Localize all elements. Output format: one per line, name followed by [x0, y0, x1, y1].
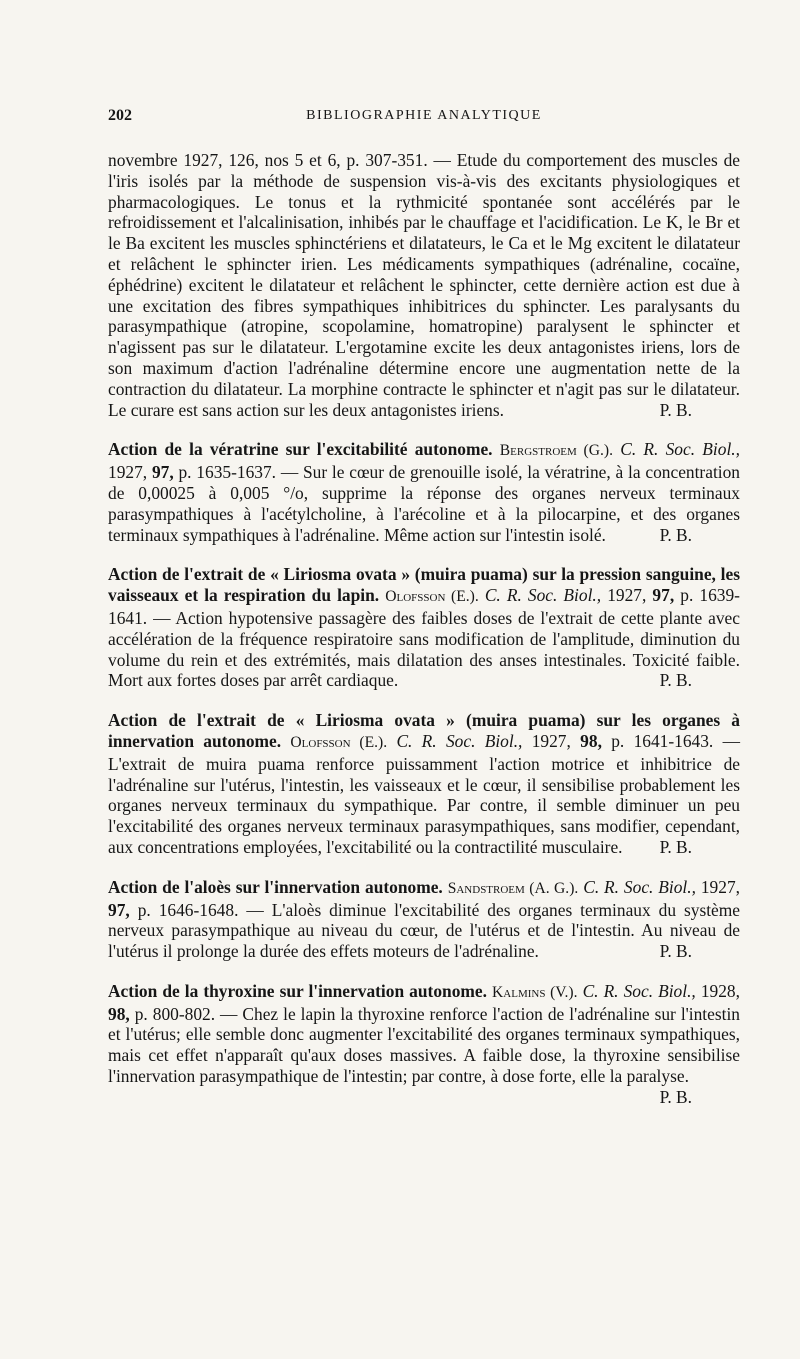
entry-text: — Sur le cœur de grenouille isolé, la vératrine, à la concentration de 0,00025 à 0,005 °/o, supprime la réponse des organes nerveux terminaux parasympathiques à l'acétylcholine, à l'arécoline et à la pilocarpine, et des organes terminaux sympathiques à l'adrénaline. Même action sur l'intestin isolé. [108, 462, 741, 545]
entry-source: C. R. Soc. Biol., [484, 585, 602, 606]
page-header [108, 107, 740, 131]
entry-author: Bergstroem (G.). [499, 442, 613, 460]
reviewer-initials: P. B. [659, 399, 692, 420]
entry-year: 1927, [108, 462, 148, 483]
reviewer-initials: P. B. [659, 524, 692, 545]
entry-text: — L'aloès diminue l'excitabilité des organes terminaux du système nerveux parasympathique au niveau du cœur, de l'utérus et de l'intestin. Au niveau de l'utérus il prolonge la durée des effets moteurs de l'adrénaline. [108, 899, 741, 962]
running-title: BIBLIOGRAPHIE ANALYTIQUE [306, 108, 542, 123]
entry-liriosma-pression [108, 564, 740, 691]
reviewer-initials: P. B. [659, 941, 692, 962]
entry-thyroxine [108, 981, 740, 1108]
entry-year: 1927, [607, 585, 647, 606]
entry-title: Action de l'aloès sur l'innervation autonome. [108, 876, 443, 897]
entry-year: 1928, [700, 980, 740, 1001]
reviewer-initials: P. B. [659, 1086, 692, 1107]
entry-author: Olofsson (E.). [290, 733, 388, 751]
entry-title: Action de l'extrait de « Liriosma ovata » (muira puama) sur la pression sanguine, les vaisseaux et la respiration du lapin. [108, 564, 740, 606]
entry-title: Action de la thyroxine sur l'innervation autonome. [108, 980, 487, 1001]
entry-volume: 98, [108, 1003, 130, 1024]
entry-pages: p. 1635-1637. [178, 462, 277, 483]
entry-author: Olofsson (E.). [385, 588, 479, 606]
reviewer-initials: P. B. [659, 670, 692, 691]
entry-source: C. R. Soc. Biol., [396, 730, 523, 751]
entry-volume: 97, [108, 899, 130, 920]
entry-text: — Chez le lapin la thyroxine renforce l'action de l'adrénaline sur l'intestin et l'utérus; elle semble donc augmenter l'excitabilité des organes terminaux sympathiques, mais cet effet n'apparaît qu'aux doses massives. A faible dose, la thyroxine sensibilise l'innervation parasympathique de l'intestin; par contre, à dose forte, elle la paralyse. [108, 1003, 740, 1087]
entry-aloes [108, 877, 740, 962]
entry-volume: 98, [580, 730, 602, 751]
entry-volume: 97, [652, 585, 675, 606]
entry-title: Action de la vératrine sur l'excitabilité autonome. [108, 439, 493, 460]
entry-author: Kalmins (V.). [492, 983, 578, 1001]
page-number: 202 [108, 107, 132, 124]
entry-continued [108, 150, 740, 420]
entry-text: novembre 1927, 126, nos 5 et 6, p. 307-351. — Etude du comportement des muscles de l'iris isolés par la méthode de suspension vis-à-vis des excitants physiologiques et pharmacologiques. Le tonus et la rythmicité spontanée sont accélérés par le refroidissement et l'alcalinisation, inhibés par le chauffage et l'acidification. Le K, le Br et le Ba excitent les muscles sphinctériens et dilatateurs, le Ca et le Mg excitent le dilatateur et relâchent le sphincter irien. Les médicaments sympathiques (adrénaline, cocaïne, éphédrine) excitent le dilatateur et relâchent le sphincter, cette dernière action est due à une excitation des fibres sympathiques inhibitrices du sphincter. Les paralysants du parasympathique (atropine, scopolamine, homatropine) paralysent le sphincter et n'agissent pas sur le dilatateur. L'ergotamine excite les deux antagonistes iriens, lors de son maximum d'action l'adrénaline détermine encore une augmentation nette de la contraction du dilatateur. La morphine contracte le sphincter et n'agit pas sur le dilatateur. Le curare est sans action sur les deux antagonistes iriens. [108, 150, 740, 420]
entry-author: Sandstroem (A. G.). [447, 879, 579, 897]
entry-year: 1927, [700, 876, 740, 897]
entry-pages: p. 1646-1648. [137, 899, 239, 920]
entry-text: — Action hypotensive passagère des faibles doses de l'extrait de cette plante avec accélération de la fréquence respiratoire sans modification de l'amplitude, diminution du volume du rein et des extrémités, mais dilatation des anses intestinales. Toxicité faible. Mort aux fortes doses par arrêt cardiaque. [108, 607, 740, 691]
entry-text: — L'extrait de muira puama renforce puissamment l'action motrice et inhibitrice de l'adrénaline sur l'utérus, l'intestin, les vaisseaux et le cœur, il sensibilise probablement les organes nerveux terminaux du sympathique. Par contre, il semble diminuer un peu l'excitabilité des organes nerveux terminaux parasympathiques, sans modifier, cependant, aux concentrations employées, l'excitabilité ou la contractilité musculaire. [108, 730, 740, 857]
entry-veratrine [108, 439, 740, 545]
entry-pages: p. 1641-1643. [611, 730, 714, 751]
entry-source: C. R. Soc. Biol., [582, 980, 696, 1001]
entry-title: Action de l'extrait de « Liriosma ovata » (muira puama) sur les organes à innervation autonome. [108, 710, 740, 751]
entry-source: C. R. Soc. Biol., [620, 439, 740, 460]
page-body [108, 150, 740, 1108]
entry-source: C. R. Soc. Biol., [583, 876, 696, 897]
entry-year: 1927, [531, 730, 571, 751]
entry-volume: 97, [151, 462, 174, 483]
reviewer-initials: P. B. [659, 836, 692, 857]
entry-liriosma-organes [108, 710, 740, 858]
entry-pages: p. 1639-1641. [108, 585, 740, 628]
entry-pages: p. 800-802. [134, 1003, 216, 1024]
